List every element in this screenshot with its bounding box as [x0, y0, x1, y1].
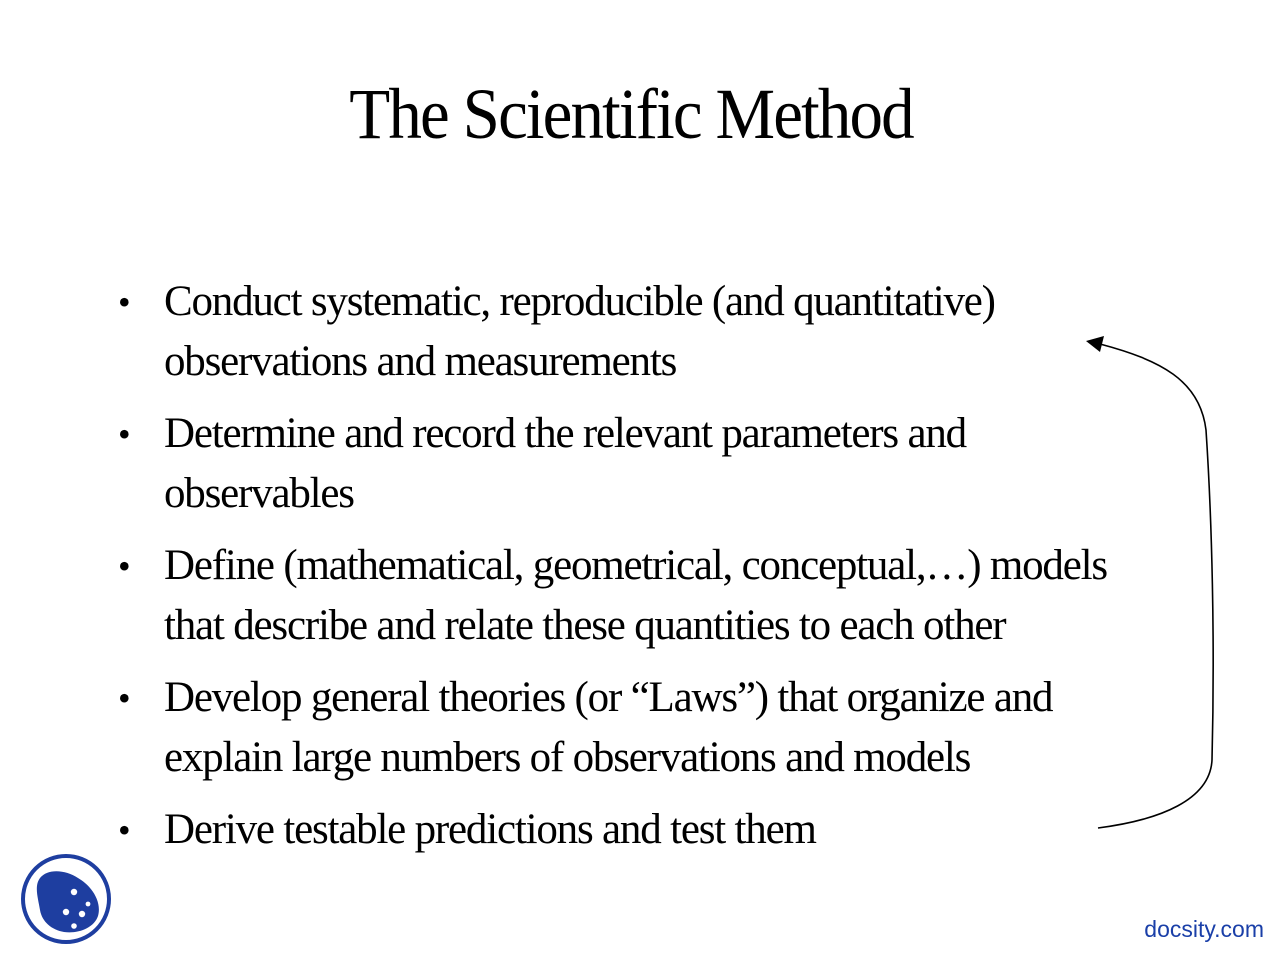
- bullet-dot: •: [118, 678, 130, 718]
- bullet-dot: •: [118, 546, 130, 586]
- bullet-dot: •: [118, 282, 130, 322]
- docsity-logo-icon: [18, 852, 114, 946]
- bullet-list: [112, 272, 1172, 872]
- bullet-line: Conduct systematic, reproducible (and quantitative): [164, 278, 995, 325]
- bullet-item: [112, 272, 1172, 392]
- bullet-item: [112, 536, 1172, 656]
- bullet-line: Develop general theories (or “Laws”) that organize and: [164, 674, 1053, 721]
- bullet-line: Define (mathematical, geometrical, conceptual,…) models: [164, 542, 1107, 589]
- bullet-item: [112, 404, 1172, 524]
- bullet-line: that describe and relate these quantities to each other: [164, 602, 1006, 649]
- bullet-dot: •: [118, 414, 130, 454]
- slide-title: The Scientific Method: [349, 74, 913, 154]
- bullet-line: explain large numbers of observations and models: [164, 734, 971, 781]
- bullet-line: Determine and record the relevant parameters and: [164, 410, 966, 457]
- bullet-dot: •: [118, 810, 130, 850]
- bullet-line: observations and measurements: [164, 338, 677, 385]
- bullet-item: [112, 800, 1172, 860]
- bullet-line: Derive testable predictions and test them: [164, 806, 816, 853]
- bullet-line: observables: [164, 470, 354, 517]
- docsity-brand-text[interactable]: docsity.com: [1144, 916, 1264, 942]
- bullet-item: [112, 668, 1172, 788]
